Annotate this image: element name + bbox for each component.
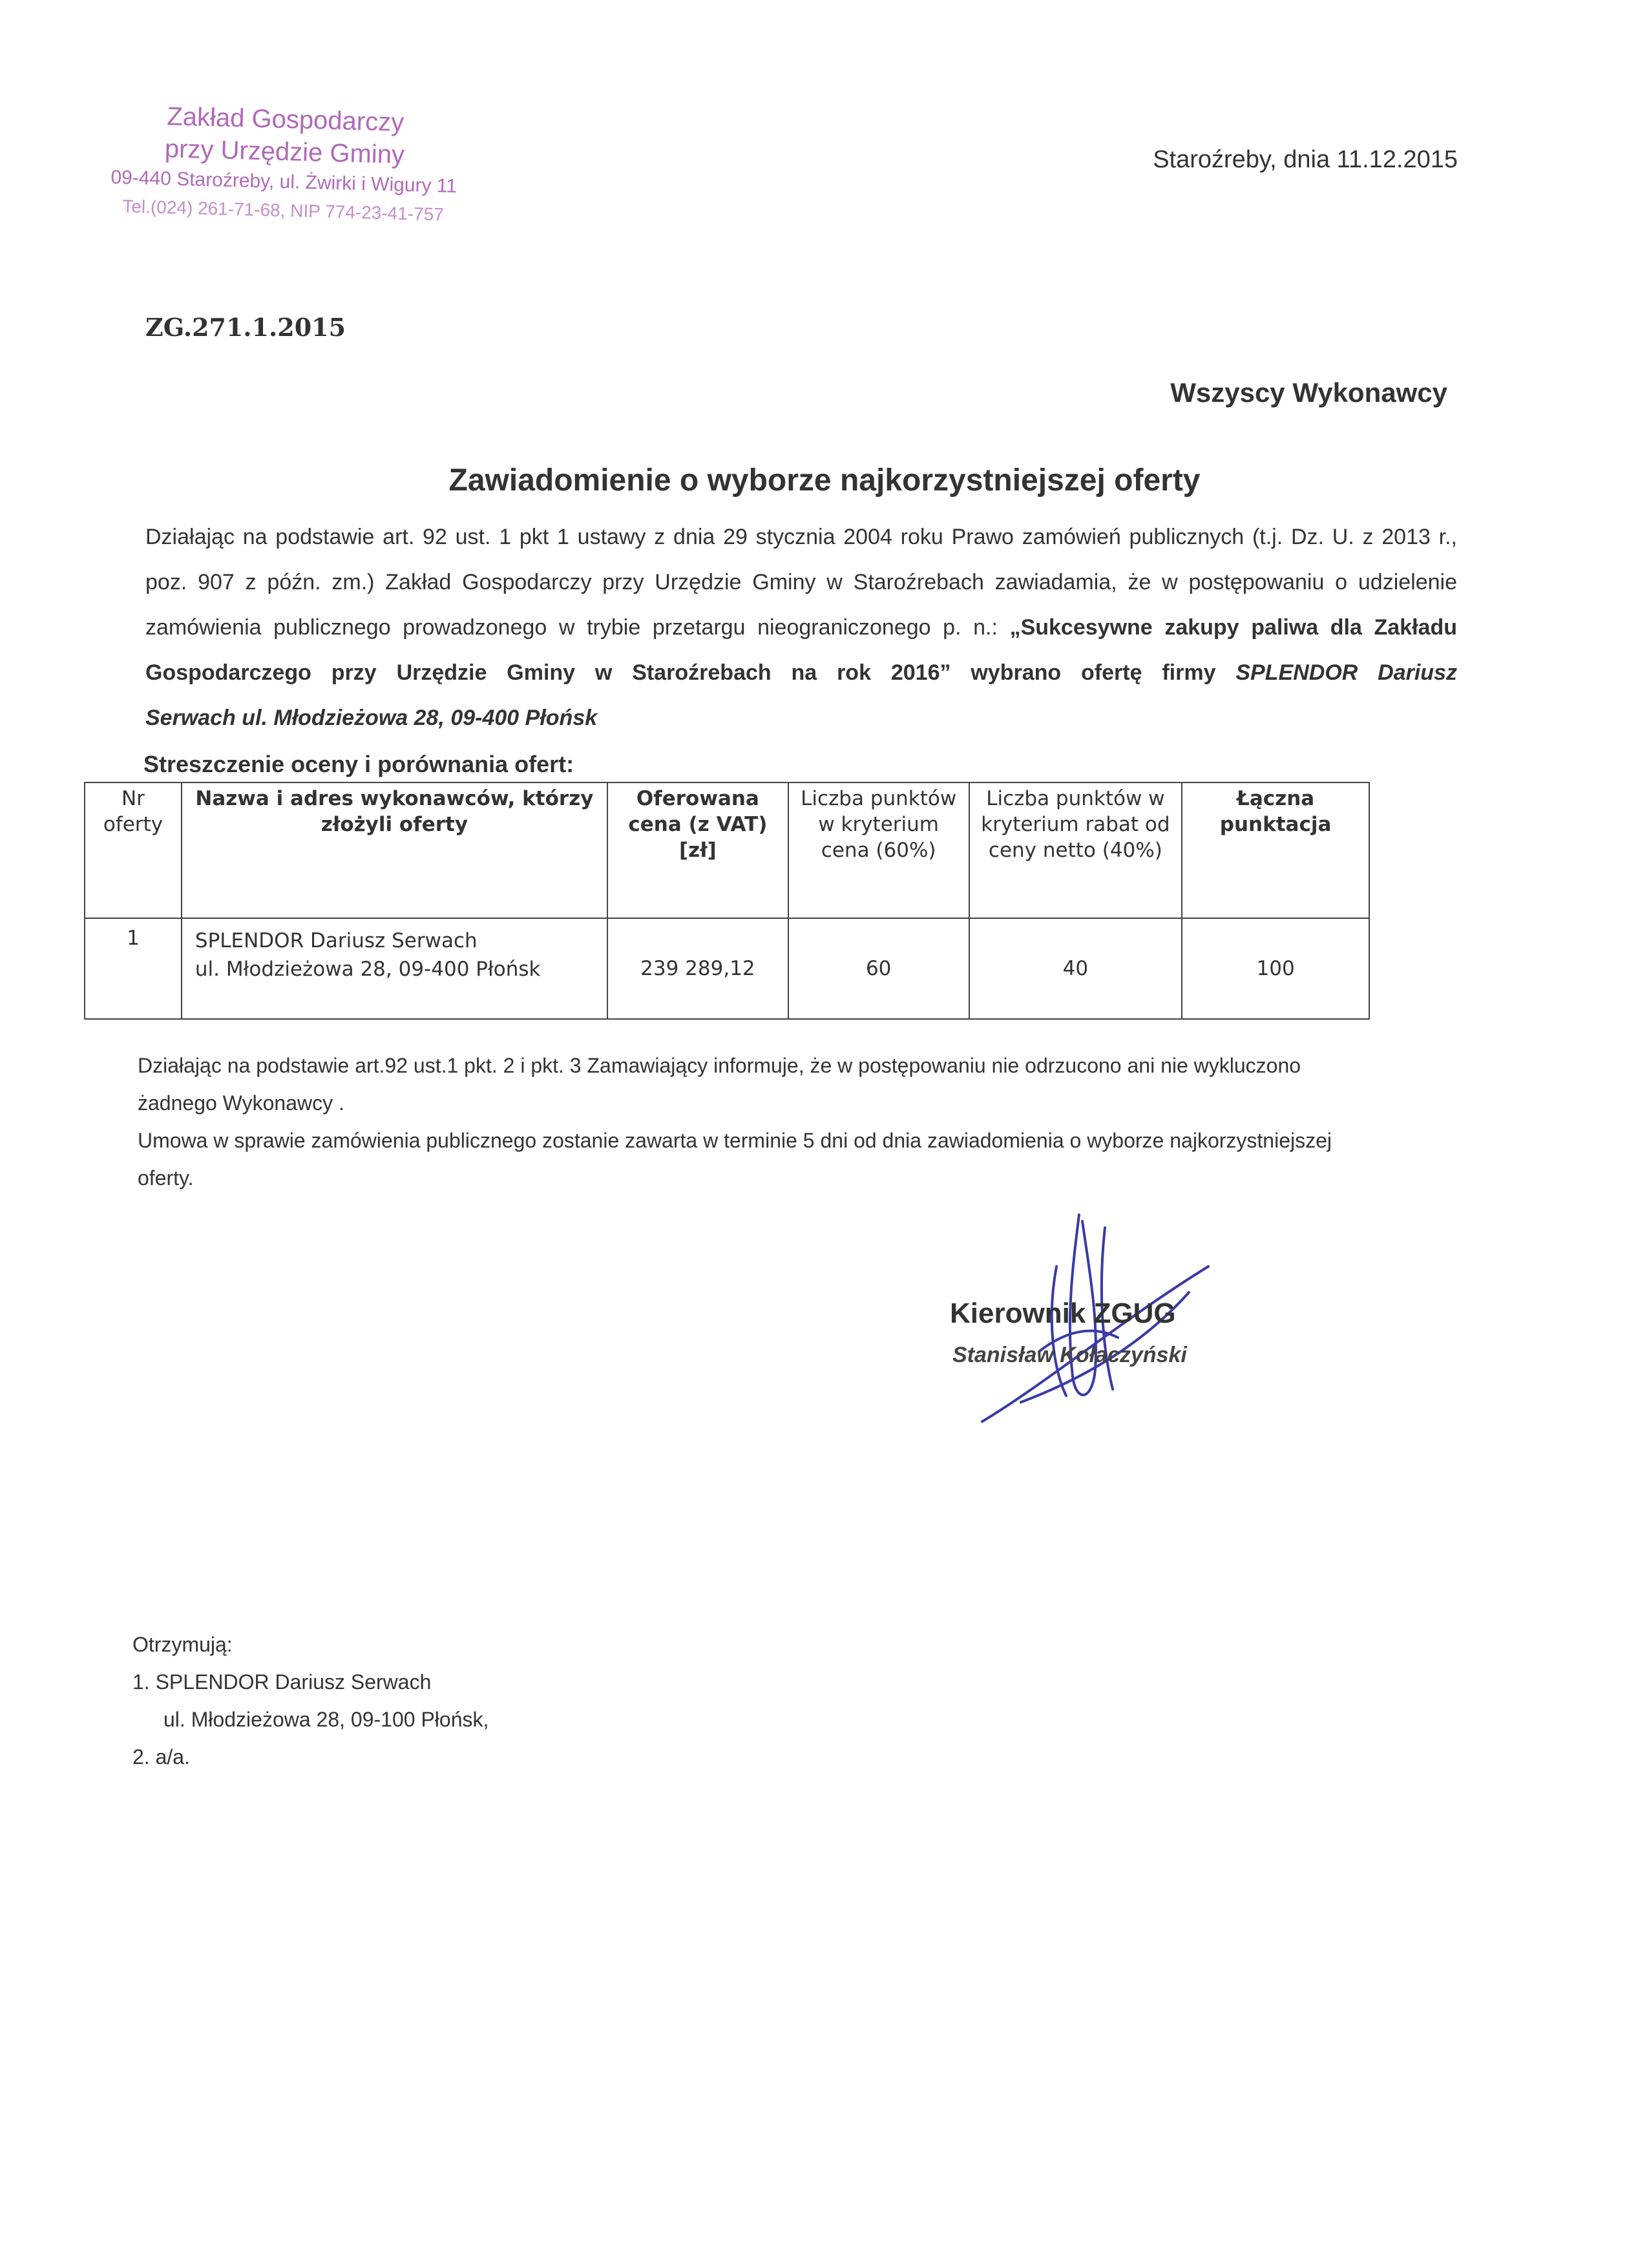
header-discount-points: Liczba punktów w kryterium rabat od ceny netto (40%) <box>969 782 1182 918</box>
receivers-list <box>132 1626 488 1776</box>
body-paragraph <box>145 514 1457 740</box>
document-title: Zawiadomienie o wyborze najkorzystniejszej oferty <box>448 463 1201 498</box>
winner-name: SPLENDOR Dariusz <box>1235 660 1457 685</box>
offers-table <box>84 782 1370 1020</box>
body-line: Działając na podstawie art. 92 ust. 1 pkt 1 ustawy z dnia 29 stycznia 2004 roku Prawo zamówień publicznych (t.j. Dz. U. z 2013 r., <box>145 525 1457 549</box>
receiver-item: 1. SPLENDOR Dariusz Serwach <box>132 1670 432 1694</box>
signature-block <box>943 1189 1241 1434</box>
signature-title: Kierownik ZGUG <box>950 1297 1176 1329</box>
header-total: Łączna punktacja <box>1182 782 1369 918</box>
body-line: poz. 907 z późn. zm.) Zakład Gospodarczy przy Urzędzie Gminy w Staroźrebach zawiadamia, że w postępowaniu o udzielenie <box>145 570 1457 594</box>
cell-price: 239 289,12 <box>607 918 788 1019</box>
company-stamp <box>102 99 467 230</box>
receiver-address: ul. Młodzieżowa 28, 09-100 Płońsk, <box>163 1708 489 1731</box>
place-date: Staroźreby, dnia 11.12.2015 <box>1153 146 1458 173</box>
receiver-item: 2. a/a. <box>132 1745 190 1769</box>
body-line <box>145 650 1457 695</box>
stamp-line-2: przy Urzędzie Gminy <box>164 134 405 169</box>
summary-heading: Streszczenie oceny i porównania ofert: <box>143 751 574 777</box>
stamp-line-3: 09-440 Staroźreby, ul. Żwirki i Wigury 11 <box>110 166 457 197</box>
info-line: Działając na podstawie art.92 ust.1 pkt. 2 i pkt. 3 Zamawiający informuje, że w postępowaniu nie odrzucono ani nie wykluczono <box>138 1054 1301 1077</box>
recipients-heading: Wszyscy Wykonawcy <box>1170 377 1447 408</box>
reference-number: ZG.271.1.2015 <box>145 313 346 342</box>
body-line <box>145 605 1457 650</box>
cell-nr: 1 <box>85 918 182 1019</box>
info-line: Umowa w sprawie zamówienia publicznego zostanie zawarta w terminie 5 dni od dnia zawiadomienia o wyborze najkorzystniejszej <box>138 1129 1332 1152</box>
cell-name <box>182 918 607 1019</box>
cell-discount-points: 40 <box>969 918 1182 1019</box>
tender-name-end: Gospodarczego przy Urzędzie Gminy w Staroźrebach na rok 2016” wybrano ofertę firmy <box>145 660 1216 685</box>
contractor-address: ul. Młodzieżowa 28, 09-400 Płońsk <box>194 958 541 981</box>
header-price-points: Liczba punktów w kryterium cena (60%) <box>788 782 969 918</box>
signature-name: Stanisław Kołaczyński <box>952 1343 1187 1367</box>
receivers-heading: Otrzymują: <box>132 1633 233 1656</box>
stamp-line-4: Tel.(024) 261-71-68, NIP 774-23-41-757 <box>122 196 445 225</box>
table-row <box>85 918 1369 1019</box>
info-paragraph <box>138 1047 1430 1197</box>
winner-address: Serwach ul. Młodzieżowa 28, 09-400 Płońsk <box>145 706 598 730</box>
info-line: żadnego Wykonawcy . <box>138 1091 344 1115</box>
contractor-name: SPLENDOR Dariusz Serwach <box>194 929 478 952</box>
body-line-part: zamówienia publicznego prowadzonego w trybie przetargu nieograniczonego p. n.: <box>145 615 998 640</box>
stamp-line-1: Zakład Gospodarczy <box>166 102 404 137</box>
header-price: Oferowana cena (z VAT) [zł] <box>607 782 788 918</box>
tender-name-start: „Sukcesywne zakupy paliwa dla Zakładu <box>1009 615 1457 640</box>
table-header-row <box>85 782 1369 918</box>
header-name: Nazwa i adres wykonawców, którzy złożyli oferty <box>182 782 607 918</box>
cell-total: 100 <box>1182 918 1369 1019</box>
info-line: oferty. <box>138 1166 194 1190</box>
header-nr: Nr oferty <box>85 782 182 918</box>
cell-price-points: 60 <box>788 918 969 1019</box>
